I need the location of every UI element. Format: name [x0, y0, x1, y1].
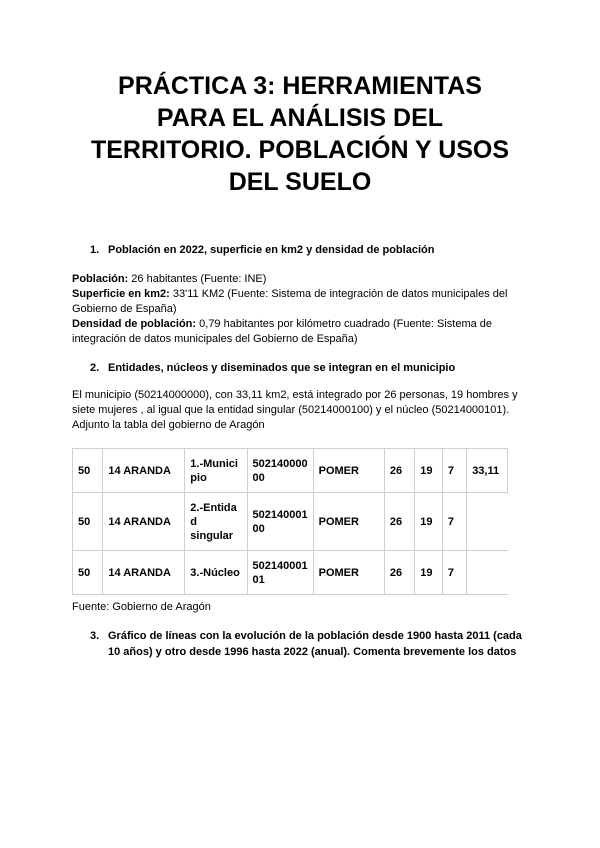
- section-number: 2.: [90, 362, 100, 374]
- table-cell: 14 ARANDA: [103, 449, 185, 493]
- table-row: [73, 449, 508, 493]
- section-3-line-2: 10 años) y otro desde 1996 hasta 2022 (anual). Comenta brevemente los datos: [108, 646, 517, 658]
- section-number: 3.: [90, 630, 100, 642]
- table-cell: 26: [384, 493, 414, 551]
- table-cell: 14 ARANDA: [103, 551, 185, 595]
- table-cell: 19: [415, 493, 443, 551]
- title-line: PRÁCTICA 3: HERRAMIENTAS: [118, 72, 482, 100]
- stat-superficie: [72, 287, 532, 302]
- paragraph-line: siete mujeres , al igual que la entidad singular (50214000100) y el núcleo (50214000101).: [72, 404, 510, 416]
- table-row: [73, 493, 508, 551]
- table-cell: 502140000 00: [247, 449, 313, 493]
- section-3-heading: [90, 628, 530, 660]
- stat-label: Densidad de población:: [72, 318, 197, 330]
- table-cell: 502140001 01: [247, 551, 313, 595]
- table-cell: 1.-Munici pio: [185, 449, 247, 493]
- table-source-note: Fuente: Gobierno de Aragón: [72, 601, 211, 613]
- table-cell: 7: [442, 551, 466, 595]
- paragraph-line: El municipio (50214000000), con 33,11 km2, está integrado por 26 personas, 19 hombres y: [72, 389, 518, 401]
- table-cell: 19: [415, 551, 443, 595]
- table-cell: 7: [442, 449, 466, 493]
- table-cell: POMER: [313, 493, 384, 551]
- stats-block: [72, 272, 532, 347]
- table-cell: 502140001 00: [247, 493, 313, 551]
- table-cell: 26: [384, 551, 414, 595]
- table-cell: 14 ARANDA: [103, 493, 185, 551]
- table-cell: 19: [415, 449, 443, 493]
- table-row: [73, 551, 508, 595]
- title-line: PARA EL ANÁLISIS DEL: [156, 104, 444, 132]
- section-3-line-1: [90, 628, 530, 644]
- table-cell: POMER: [313, 551, 384, 595]
- section-heading-text: Gráfico de líneas con la evolución de la población desde 1900 hasta 2011 (cada: [108, 630, 522, 642]
- stat-poblacion: [72, 272, 532, 287]
- table-cell: 50: [73, 551, 103, 595]
- section-1-heading: [90, 242, 434, 258]
- table-cell: 2.-Entida d singular: [185, 493, 247, 551]
- stat-label: Población:: [72, 273, 129, 285]
- section-2-heading: [90, 360, 455, 376]
- table-cell: POMER: [313, 449, 384, 493]
- paragraph-line: Adjunto la tabla del gobierno de Aragón: [72, 419, 265, 431]
- table-cell: 50: [73, 493, 103, 551]
- stat-densidad-cont: integración de datos municipales del Gobierno de España): [72, 333, 358, 345]
- table-cell: 26: [384, 449, 414, 493]
- table-cell: [467, 493, 508, 551]
- title-line: DEL SUELO: [228, 168, 372, 196]
- aragon-table: [72, 448, 508, 595]
- section-number: 1.: [90, 244, 100, 256]
- page-title: [60, 70, 540, 198]
- table-cell: 50: [73, 449, 103, 493]
- table-cell: [467, 551, 508, 595]
- section-heading-text: Población en 2022, superficie en km2 y densidad de población: [108, 244, 435, 256]
- section-heading-text: Entidades, núcleos y diseminados que se integran en el municipio: [108, 362, 456, 374]
- municipio-paragraph: [72, 388, 532, 433]
- title-line: TERRITORIO. POBLACIÓN Y USOS: [90, 136, 510, 164]
- stat-densidad: [72, 317, 532, 332]
- table-cell: 3.-Núcleo: [185, 551, 247, 595]
- stat-value: 0,79 habitantes por kilómetro cuadrado (Fuente: Sistema de: [199, 318, 493, 330]
- stat-label: Superficie en km2:: [72, 288, 170, 300]
- table-cell: 7: [442, 493, 466, 551]
- stat-value: 33'11 KM2 (Fuente: Sistema de integración de datos municipales del: [172, 288, 508, 300]
- stat-value: 26 habitantes (Fuente: INE): [131, 273, 267, 285]
- stat-superficie-cont: Gobierno de España): [72, 303, 177, 315]
- table-cell: 33,11: [467, 449, 508, 493]
